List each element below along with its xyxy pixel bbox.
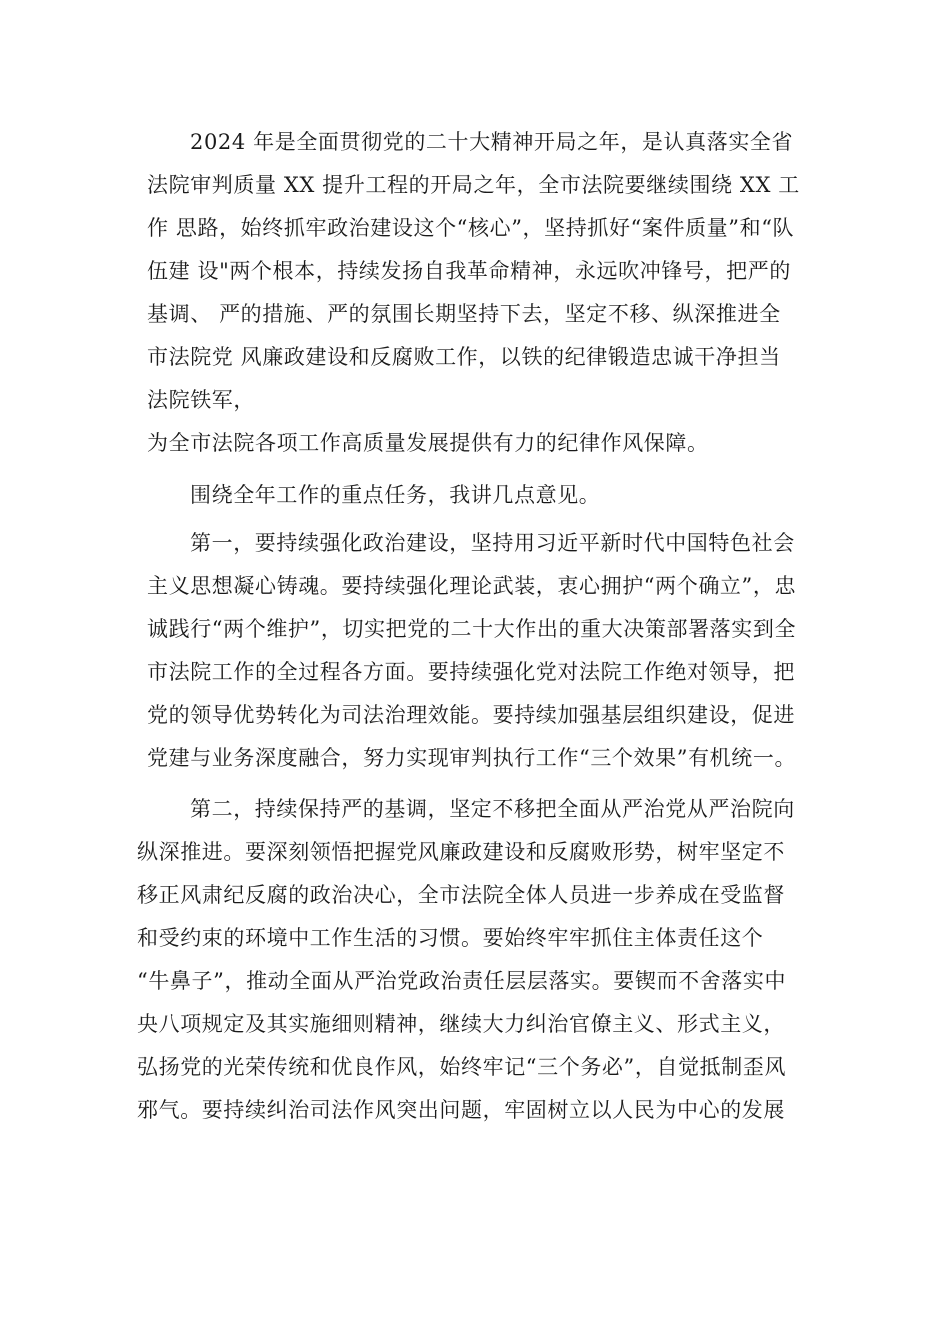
text-line: 和受约束的环境中工作生活的习惯。要始终牢牢抓住主体责任这个 (137, 926, 764, 950)
text-line: 作 思路，始终抓牢政治建设这个“核心”，坚持抓好“案件质量”和“队 (147, 216, 795, 240)
text-line: 为全市法院各项工作高质量发展提供有力的纪律作风保障。 (147, 431, 709, 455)
text-line: 弘扬党的光荣传统和优良作风，始终牢记“三个务必”，自觉抵制歪风 (137, 1055, 787, 1079)
text-line: 央八项规定及其实施细则精神，继续大力纠治官僚主义、形式主义， (137, 1012, 785, 1036)
text-line: 第一，要持续强化政治建设，坚持用习近平新时代中国特色社会 (190, 531, 795, 555)
text-line: 市法院工作的全过程各方面。要持续强化党对法院工作绝对领导，把 (147, 660, 795, 684)
text-line: 第二，持续保持严的基调，坚定不移把全面从严治党从严治院向 (190, 797, 795, 821)
text-line: 主义思想凝心铸魂。要持续强化理论武装，衷心拥护“两个确立”，忠 (147, 574, 797, 598)
text-line: 党建与业务深度融合，努力实现审判执行工作“三个效果”有机统一。 (147, 746, 797, 770)
text-line: 党的领导优势转化为司法治理效能。要持续加强基层组织建设，促进 (147, 703, 795, 727)
text-line: 围绕全年工作的重点任务，我讲几点意见。 (190, 483, 601, 507)
text-line: 纵深推进。要深刻领悟把握党风廉政建设和反腐败形势，树牢坚定不 (137, 840, 785, 864)
text-line: 诚践行“两个维护”，切实把党的二十大作出的重大决策部署落实到全 (147, 617, 797, 641)
text-line: 伍建 设"两个根本，持续发扬自我革命精神，永远吹冲锋号，把严的 (147, 259, 791, 283)
text-line: 法院铁军， (147, 388, 255, 412)
text-line: 市法院党 风廉政建设和反腐败工作，以铁的纪律锻造忠诚干净担当 (147, 345, 781, 369)
text-line: 2024 年是全面贯彻党的二十大精神开局之年，是认真落实全省 (190, 130, 794, 154)
text-line: 移正风肃纪反腐的政治决心，全市法院全体人员进一步养成在受监督 (137, 883, 785, 907)
text-line: 邪气。要持续纠治司法作风突出问题，牢固树立以人民为中心的发展 (137, 1098, 785, 1122)
text-line: “牛鼻子”，推动全面从严治党政治责任层层落实。要锲而不舍落实中 (137, 969, 787, 993)
text-line: 基调、 严的措施、严的氛围长期坚持下去，坚定不移、纵深推进全 (147, 302, 781, 326)
text-line: 法院审判质量 XX 提升工程的开局之年，全市法院要继续围绕 XX 工 (147, 173, 800, 197)
